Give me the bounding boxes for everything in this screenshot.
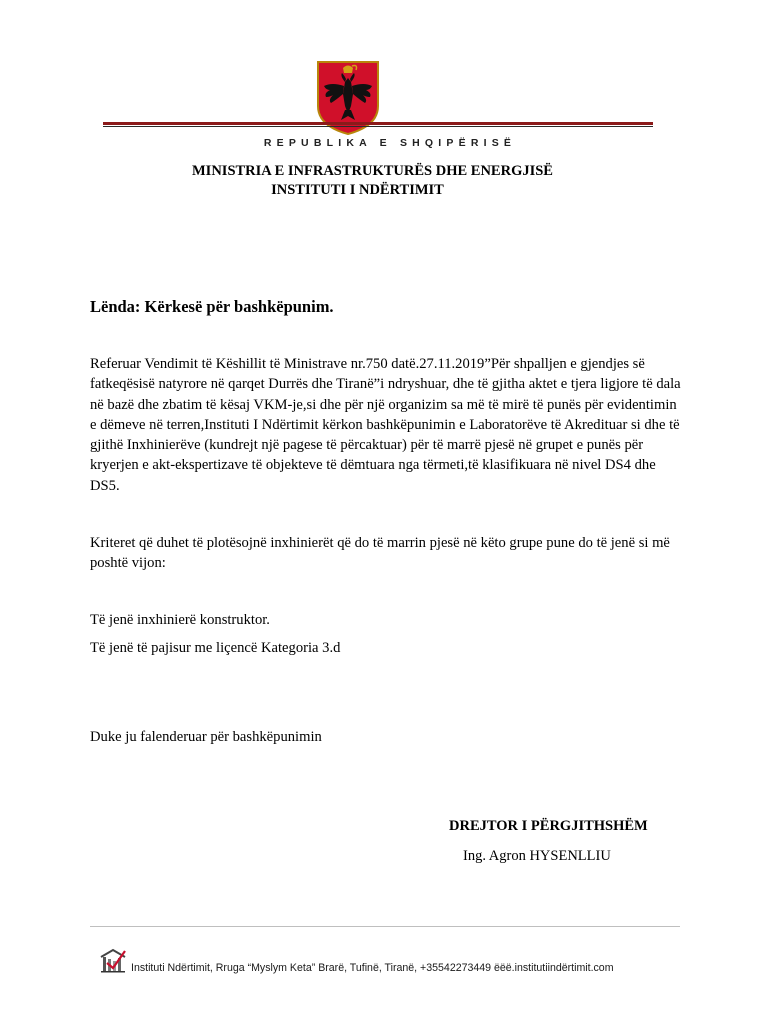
- header-rule-shadow: [103, 126, 653, 127]
- criterion-1: Të jenë inxhinierë konstruktor.: [90, 612, 270, 628]
- republic-title: REPUBLIKA E SHQIPËRISË: [263, 137, 517, 149]
- signature-title: DREJTOR I PËRGJITHSHËM: [449, 818, 648, 834]
- letter-subject: Lënda: Kërkesë për bashkëpunim.: [90, 297, 334, 316]
- footer-rule: [90, 926, 680, 927]
- body-paragraph-1: Referuar Vendimit të Këshillit të Ministrave nr.750 datë.27.11.2019”Për shpalljen e gjendjes së fatkeqësisë natyrore në qarqet Durrës dhe Tiranë”i ndryshuar, dhe të gjitha aktet e tjera ligjore të dala në bazë dhe zbatim të kësaj VKM-je,si dhe për një organizim sa më të mirë të punës për evidentimin e dëmeve në terren,Instituti I Ndërtimit kërkon bashkëpunimin e Laboratorëve të Akredituar si dhe të gjithë Inxhinierëve (kundrejt një pagese të përcaktuar) për të marrë pjesë në grupet e punës për kryerjen e akt-ekspertizave të objekteve të dëmtuara nga tërmeti,të klasifikuara në nivel DS4 dhe DS5.: [90, 356, 681, 494]
- header-rule: [103, 122, 653, 125]
- footer-contact: Instituti Ndërtimit, Rruga “Myslym Keta” Brarë, Tufinë, Tiranë, +35542273449 ëëë.institutiindërtimit.com: [131, 962, 614, 974]
- institute-logo-icon: [99, 947, 127, 973]
- institute-title: INSTITUTI I NDËRTIMIT: [271, 182, 444, 198]
- ministry-title: MINISTRIA E INFRASTRUKTURËS DHE ENERGJISË: [192, 163, 553, 179]
- signature-name: Ing. Agron HYSENLLIU: [463, 848, 611, 864]
- body-paragraph-2: Kriteret që duhet të plotësojnë inxhinierët që do të marrin pjesë në këto grupe pune do të jenë si më poshtë vijon:: [90, 535, 670, 572]
- closing-line: Duke ju falenderuar për bashkëpunimin: [90, 729, 322, 745]
- criterion-2: Të jenë të pajisur me liçencë Kategoria 3.d: [90, 640, 341, 656]
